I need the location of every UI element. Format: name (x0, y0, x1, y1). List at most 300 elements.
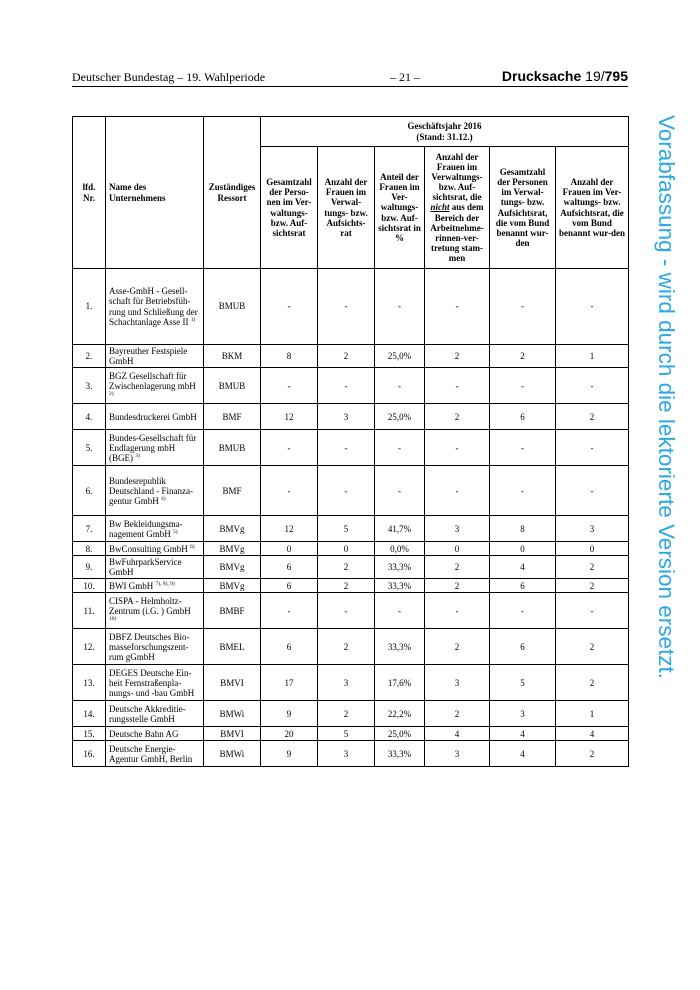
federal-appointed-women-cell (556, 345, 629, 368)
women-non-employee-cell-text: 2 (454, 708, 460, 719)
total-members-cell (261, 741, 318, 767)
row-number (73, 466, 106, 516)
total-members-cell-text: 12 (284, 523, 294, 534)
women-share-cell (375, 404, 425, 430)
table-row (73, 404, 629, 430)
women-count-cell (318, 368, 375, 404)
footnote-marker: 10) (109, 615, 117, 622)
company-name-text: Deutsche Akkreditie-rungsstelle GmbH (109, 703, 186, 724)
total-members-cell (261, 345, 318, 368)
federal-appointed-women-cell (556, 542, 629, 556)
federal-appointed-cell (490, 701, 556, 727)
total-members-cell-text: 8 (286, 351, 292, 362)
total-members-cell (261, 368, 318, 404)
ressort-cell (204, 404, 261, 430)
federal-appointed-women-cell (556, 430, 629, 466)
women-count-cell-text: - (344, 485, 348, 496)
women-non-employee-cell-text: - (455, 485, 459, 496)
company-name-text: BWI GmbH (109, 580, 154, 591)
table-row (73, 430, 629, 466)
table-body (73, 269, 629, 767)
ressort-cell-text: BKM (221, 351, 243, 362)
ressort-cell (204, 741, 261, 767)
ressort-cell (204, 368, 261, 404)
women-count-cell-text: 5 (343, 728, 349, 739)
women-non-employee-cell (425, 516, 490, 542)
federal-appointed-women-cell (556, 593, 629, 629)
table-row (73, 579, 629, 593)
row-number-text: 9. (85, 562, 93, 573)
header-publication: Deutscher Bundestag – 19. Wahlperiode (72, 70, 266, 84)
women-non-employee-cell-text: 4 (454, 728, 460, 739)
federal-appointed-cell (490, 430, 556, 466)
table-row (73, 593, 629, 629)
company-name-text: BGZ Gesellschaft für Zwischenlagerung mbH (109, 370, 196, 391)
header-federal-appointed: Gesamtzahl der Personen im Verwal-tungs- bzw. Aufsichtsrat, die vom Bund benannt wur-den (490, 147, 556, 269)
federal-appointed-cell-text: 4 (520, 562, 525, 573)
federal-appointed-women-cell (556, 368, 629, 404)
row-number-text: 16. (83, 748, 95, 759)
women-non-employee-cell-text: 3 (454, 748, 460, 759)
women-share-cell (375, 516, 425, 542)
company-name (106, 727, 204, 741)
row-number-text: 4. (85, 411, 93, 422)
women-count-cell (318, 727, 375, 741)
federal-appointed-women-cell (556, 404, 629, 430)
women-count-cell (318, 345, 375, 368)
federal-appointed-cell-text: 6 (520, 411, 525, 422)
total-members-cell (261, 579, 318, 593)
federal-appointed-cell-text: 2 (520, 351, 525, 362)
header-women-share: Anteil der Frauen im Ver-waltungs- bzw. Auf-sichtsrat in % (375, 147, 425, 269)
total-members-cell-text: 20 (284, 728, 294, 739)
federal-appointed-cell-text: - (521, 301, 524, 312)
federal-appointed-women-cell (556, 269, 629, 345)
federal-appointed-cell-text: 4 (520, 728, 525, 739)
women-non-employee-cell (425, 404, 490, 430)
company-name-text: Bayreuther Festspiele GmbH (109, 346, 188, 367)
federal-appointed-cell (490, 368, 556, 404)
total-members-cell (261, 727, 318, 741)
ressort-cell (204, 593, 261, 629)
federal-appointed-women-cell (556, 741, 629, 767)
row-number (73, 556, 106, 579)
women-count-cell (318, 516, 375, 542)
federal-appointed-cell (490, 629, 556, 665)
total-members-cell (261, 556, 318, 579)
women-count-cell (318, 665, 375, 701)
federal-appointed-women-cell-text: - (590, 605, 594, 616)
federal-appointed-cell (490, 516, 556, 542)
table-row (73, 741, 629, 767)
company-name-text: BwConsulting GmbH (109, 543, 188, 554)
footnote-marker: 4) (161, 495, 166, 502)
women-count-cell-text: - (344, 605, 348, 616)
women-count-cell-text: - (344, 442, 348, 453)
total-members-cell (261, 404, 318, 430)
page-header (72, 68, 628, 88)
federal-appointed-women-cell-text: - (590, 301, 594, 312)
total-members-cell-text: - (287, 442, 291, 453)
table-row (73, 629, 629, 665)
table-row (73, 345, 629, 368)
women-count-cell (318, 556, 375, 579)
federal-appointed-cell-text: - (521, 380, 524, 391)
header-page-number: – 21 – (390, 70, 420, 84)
federal-appointed-women-cell (556, 629, 629, 665)
women-non-employee-cell (425, 701, 490, 727)
federal-appointed-cell (490, 593, 556, 629)
women-non-employee-cell-text: - (455, 605, 459, 616)
row-number (73, 593, 106, 629)
federal-appointed-women-cell-text: - (590, 485, 594, 496)
women-share-cell-text: - (398, 442, 401, 453)
total-members-cell-text: 6 (286, 580, 292, 591)
company-name (106, 404, 204, 430)
ressort-cell-text: BMUB (218, 380, 246, 391)
row-number (73, 665, 106, 701)
women-count-cell-text: - (344, 301, 348, 312)
company-name-text: DEGES Deutsche Ein-heit Fernstraßenpla-nungs- und -bau GmbH (109, 667, 195, 698)
federal-appointed-women-cell (556, 665, 629, 701)
women-share-cell-text: - (398, 605, 401, 616)
federal-appointed-cell-text: 3 (520, 708, 525, 719)
total-members-cell-text: 9 (286, 748, 292, 759)
footnote-marker: 1) (190, 316, 196, 323)
women-share-cell (375, 542, 425, 556)
women-share-cell-text: - (398, 380, 401, 391)
women-non-employee-cell (425, 727, 490, 741)
total-members-cell (261, 665, 318, 701)
footnote-marker: 6) (190, 543, 195, 550)
federal-appointed-women-cell-text: 4 (589, 728, 595, 739)
company-name-text: Deutsche Energie-Agentur GmbH, Berlin (109, 743, 193, 764)
ressort-cell (204, 466, 261, 516)
total-members-cell (261, 516, 318, 542)
fiscal-year-label: Geschäftsjahr 2016 (407, 121, 482, 132)
total-members-cell-text: 9 (286, 708, 292, 719)
row-number-text: 13. (83, 677, 95, 688)
company-name (106, 593, 204, 629)
women-non-employee-cell-text: 2 (454, 641, 460, 652)
table-row (73, 368, 629, 404)
ressort-cell-text: BMVg (219, 580, 245, 591)
company-name-text: Bundesdruckerei GmbH (109, 411, 197, 422)
row-number-text: 12. (83, 641, 95, 652)
company-name-text: DBFZ Deutsches Bio-masseforschungszent-rum gGmbH (109, 631, 190, 662)
header-col4-part-b: aus dem Bereich der Arbeitnehme-rinnen-ver-tretung stam-men (430, 202, 484, 263)
row-number (73, 542, 106, 556)
ressort-cell-text: BMVg (219, 562, 245, 573)
row-number-text: 3. (85, 380, 93, 391)
women-share-cell-text: 33,3% (387, 562, 412, 573)
women-share-cell-text: - (398, 301, 401, 312)
women-non-employee-cell-text: 2 (454, 351, 460, 362)
women-share-cell (375, 430, 425, 466)
table-row (73, 727, 629, 741)
ressort-cell (204, 727, 261, 741)
header-drucksache-label: Drucksache (501, 68, 582, 84)
women-count-cell (318, 741, 375, 767)
federal-appointed-cell (490, 665, 556, 701)
table-row (73, 701, 629, 727)
company-name (106, 579, 204, 593)
women-non-employee-cell (425, 269, 490, 345)
ressort-cell-text: BMUB (218, 442, 246, 453)
women-non-employee-cell-text: 2 (454, 411, 460, 422)
total-members-cell (261, 629, 318, 665)
women-count-cell (318, 466, 375, 516)
ressort-cell (204, 516, 261, 542)
federal-appointed-cell-text: 0 (520, 543, 525, 554)
company-name-text: Bw Bekleidungsma-nagement GmbH (109, 518, 183, 539)
women-non-employee-cell (425, 556, 490, 579)
company-name-text: Bundesrepublik Deutschland - Finanza-gentur GmbH (109, 475, 193, 506)
company-name-text: Asse-GmbH - Gesell-schaft für Betriebsfüh-rung und Schließung der Schachtanlage Asse II (109, 286, 198, 327)
women-non-employee-cell (425, 430, 490, 466)
women-share-cell (375, 665, 425, 701)
header-women-non-employee (425, 147, 490, 269)
company-name (106, 665, 204, 701)
women-count-cell (318, 542, 375, 556)
women-count-cell (318, 404, 375, 430)
company-name (106, 701, 204, 727)
total-members-cell (261, 430, 318, 466)
row-number (73, 430, 106, 466)
federal-appointed-women-cell-text: 2 (589, 411, 595, 422)
ressort-cell (204, 665, 261, 701)
row-number-text: 7. (85, 523, 93, 534)
row-number (73, 629, 106, 665)
women-share-cell-text: - (398, 485, 401, 496)
company-name (106, 516, 204, 542)
federal-appointed-cell (490, 269, 556, 345)
ressort-cell (204, 269, 261, 345)
company-name-text: Deutsche Bahn AG (109, 728, 179, 739)
federal-appointed-cell (490, 466, 556, 516)
women-count-cell-text: - (344, 380, 348, 391)
women-share-cell (375, 466, 425, 516)
women-share-cell (375, 629, 425, 665)
federal-appointed-women-cell-text: - (590, 442, 594, 453)
draft-watermark (652, 115, 680, 905)
federal-appointed-cell-text: 6 (520, 580, 525, 591)
ressort-cell (204, 629, 261, 665)
row-number-text: 1. (85, 301, 93, 312)
federal-appointed-women-cell-text: 0 (589, 543, 595, 554)
ressort-cell (204, 701, 261, 727)
federal-appointed-cell (490, 345, 556, 368)
company-name (106, 466, 204, 516)
federal-appointed-women-cell-text: - (590, 380, 594, 391)
women-share-cell-text: 17,6% (387, 677, 412, 688)
company-name (106, 368, 204, 404)
row-number (73, 579, 106, 593)
federal-appointed-women-cell-text: 1 (589, 351, 595, 362)
women-share-cell (375, 345, 425, 368)
table-row (73, 269, 629, 345)
women-share-cell-text: 33,3% (387, 641, 412, 652)
women-count-cell-text: 3 (343, 748, 349, 759)
header-fiscal-year (261, 117, 629, 147)
ressort-cell-text: BMWi (219, 748, 245, 759)
header-federal-appointed-women: Anzahl der Frauen im Ver-waltungs- bzw. Aufsichtsrat, die vom Bund benannt wur-den (556, 147, 629, 269)
total-members-cell-text: 0 (286, 543, 292, 554)
header-col4-nicht: nicht (430, 202, 450, 213)
women-count-cell (318, 579, 375, 593)
women-non-employee-cell-text: - (455, 442, 459, 453)
total-members-cell-text: 17 (284, 677, 294, 688)
row-number (73, 741, 106, 767)
footnote-marker: 3) (135, 452, 140, 459)
header-drucksache-number (585, 68, 628, 84)
ressort-cell-text: BMF (222, 485, 242, 496)
women-non-employee-cell-text: 3 (454, 677, 460, 688)
federal-appointed-cell-text: - (521, 442, 524, 453)
row-number-text: 6. (85, 485, 93, 496)
federal-appointed-cell-text: 5 (520, 677, 525, 688)
women-share-cell (375, 579, 425, 593)
women-count-cell (318, 629, 375, 665)
women-count-cell (318, 430, 375, 466)
women-count-cell-text: 2 (343, 580, 349, 591)
women-non-employee-cell (425, 741, 490, 767)
watermark-text: Vorabfassung - wird durch die lektorierte Version ersetzt. (654, 115, 679, 680)
total-members-cell-text: 12 (284, 411, 294, 422)
women-share-cell (375, 556, 425, 579)
table-row (73, 665, 629, 701)
ressort-cell-text: BMEL (219, 641, 245, 652)
women-share-cell (375, 368, 425, 404)
federal-appointed-women-cell-text: 1 (589, 708, 595, 719)
federal-appointed-women-cell (556, 727, 629, 741)
total-members-cell (261, 701, 318, 727)
ressort-cell (204, 579, 261, 593)
women-share-cell-text: 22,2% (387, 708, 412, 719)
federal-appointed-cell-text: - (521, 485, 524, 496)
women-count-cell (318, 593, 375, 629)
ressort-cell (204, 542, 261, 556)
company-name (106, 542, 204, 556)
women-share-cell-text: 0,0% (390, 543, 409, 554)
federal-appointed-cell (490, 542, 556, 556)
women-count-cell-text: 0 (343, 543, 349, 554)
federal-appointed-cell-text: 4 (520, 748, 525, 759)
women-non-employee-cell (425, 629, 490, 665)
row-number (73, 516, 106, 542)
ressort-cell-text: BMVg (219, 543, 245, 554)
women-count-cell-text: 3 (343, 411, 349, 422)
women-share-cell-text: 25,0% (387, 728, 412, 739)
ressort-cell (204, 345, 261, 368)
company-name-text: BwFuhrparkService GmbH (109, 557, 182, 578)
row-number (73, 701, 106, 727)
women-share-cell-text: 41,7% (387, 523, 412, 534)
ressort-cell-text: BMF (222, 411, 242, 422)
total-members-cell (261, 593, 318, 629)
row-number (73, 404, 106, 430)
women-non-employee-cell (425, 466, 490, 516)
ressort-cell-text: BMUB (218, 301, 246, 312)
row-number-text: 2. (85, 351, 93, 362)
federal-appointed-women-cell (556, 516, 629, 542)
footnote-marker: 7), 8), 9) (155, 580, 175, 587)
federal-appointed-cell (490, 727, 556, 741)
row-number (73, 727, 106, 741)
total-members-cell (261, 269, 318, 345)
table-row (73, 556, 629, 579)
federal-appointed-cell (490, 404, 556, 430)
ressort-cell-text: BMVg (219, 523, 245, 534)
federal-appointed-women-cell-text: 2 (589, 677, 595, 688)
women-non-employee-cell (425, 542, 490, 556)
women-count-cell-text: 3 (343, 677, 349, 688)
row-number (73, 345, 106, 368)
total-members-cell-text: - (287, 485, 291, 496)
women-share-cell (375, 269, 425, 345)
women-count-cell-text: 2 (343, 641, 349, 652)
ressort-cell (204, 556, 261, 579)
women-non-employee-cell-text: 3 (454, 523, 460, 534)
company-name (106, 629, 204, 665)
header-women-count: Anzahl der Frauen im Verwal-tungs- bzw. Aufsichts-rat (318, 147, 375, 269)
row-number-text: 14. (83, 708, 95, 719)
federal-appointed-women-cell (556, 466, 629, 516)
women-non-employee-cell-text: - (455, 301, 459, 312)
women-non-employee-cell (425, 368, 490, 404)
company-name (106, 269, 204, 345)
federal-appointed-women-cell (556, 556, 629, 579)
federal-appointed-women-cell-text: 3 (589, 523, 595, 534)
company-name (106, 556, 204, 579)
women-non-employee-cell (425, 593, 490, 629)
header-nr: lfd. Nr. (73, 117, 106, 269)
women-non-employee-cell-text: 2 (454, 580, 460, 591)
company-name (106, 430, 204, 466)
women-share-cell (375, 701, 425, 727)
total-members-cell-text: 6 (286, 641, 292, 652)
women-count-cell-text: 2 (343, 562, 349, 573)
drucksache-number-prefix: 19/ (585, 68, 605, 84)
company-name (106, 345, 204, 368)
total-members-cell-text: - (287, 605, 291, 616)
table-row (73, 466, 629, 516)
total-members-cell-text: - (287, 380, 291, 391)
table-row (73, 542, 629, 556)
women-share-cell (375, 727, 425, 741)
total-members-cell-text: 6 (286, 562, 292, 573)
footnote-marker: 5) (172, 528, 178, 535)
women-count-cell-text: 5 (343, 523, 349, 534)
federal-appointed-women-cell-text: 2 (589, 641, 595, 652)
women-non-employee-cell (425, 579, 490, 593)
ressort-cell-text: BMVI (220, 728, 244, 739)
footnote-marker: 2) (109, 390, 114, 397)
women-non-employee-cell-text: - (455, 380, 459, 391)
women-count-cell (318, 701, 375, 727)
header-name: Name des Unternehmens (106, 117, 204, 269)
header-rule (72, 86, 628, 87)
women-share-cell-text: 25,0% (387, 411, 412, 422)
row-number (73, 368, 106, 404)
header-total-members: Gesamtzahl der Perso-nen im Ver-waltungs- bzw. Auf-sichtsrat (261, 147, 318, 269)
row-number-text: 15. (83, 728, 95, 739)
federal-appointed-cell (490, 741, 556, 767)
row-number-text: 5. (85, 442, 93, 453)
women-non-employee-cell-text: 0 (454, 543, 460, 554)
women-share-cell-text: 33,3% (387, 748, 412, 759)
women-count-cell-text: 2 (343, 351, 349, 362)
